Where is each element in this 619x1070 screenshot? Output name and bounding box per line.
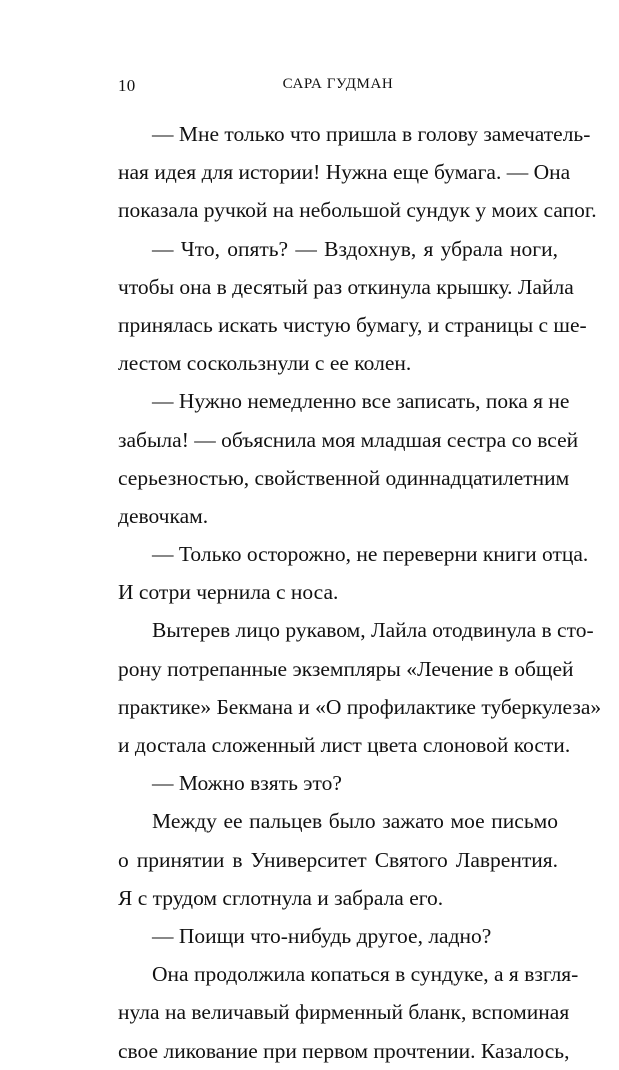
text-line: о принятии в Университет Святого Лаврентия. bbox=[118, 847, 558, 872]
text-line: чтобы она в десятый раз откинула крышку. Лайла bbox=[118, 274, 574, 299]
text-line: девочкам. bbox=[118, 503, 209, 528]
text-line: принялась искать чистую бумагу, и страницы с ше- bbox=[118, 312, 587, 337]
page-number: 10 bbox=[118, 76, 136, 95]
text-line: Я с трудом сглотнула и забрала его. bbox=[118, 885, 444, 910]
text-line: И сотри чернила с носа. bbox=[118, 580, 339, 605]
text-line: и достала сложенный лист цвета слоновой кости. bbox=[118, 733, 571, 757]
text-line: нула на величавый фирменный бланк, вспоминая bbox=[118, 1000, 570, 1025]
text-line: серьезностью, свойственной одиннадцатилетним bbox=[118, 465, 570, 490]
text-line: ная идея для истории! Нужна еще бумага. — Она bbox=[118, 160, 571, 185]
text-line: — Поищи что-нибудь другое, ладно? bbox=[152, 923, 492, 948]
text-line: Вытерев лицо рукавом, Лайла отодвинула в сто- bbox=[152, 618, 594, 643]
text-line: рону потрепанные экземпляры «Лечение в общей bbox=[118, 656, 574, 681]
text-line: — Только осторожно, не переверни книги отца. bbox=[152, 542, 589, 567]
text-line: — Мне только что пришла в голову замечатель- bbox=[152, 122, 591, 146]
text-line: Между ее пальцев было зажато мое письмо bbox=[152, 809, 558, 834]
text-line: Она продолжила копаться в сундуке, а я взгля- bbox=[152, 962, 579, 987]
text-line: забыла! — объяснила моя младшая сестра со всей bbox=[118, 427, 579, 452]
body-text bbox=[118, 115, 602, 1070]
text-line: показала ручкой на небольшой сундук у моих сапог. bbox=[118, 198, 597, 223]
text-line: практике» Бекмана и «О профилактике туберкулеза» bbox=[118, 694, 602, 719]
text-line: — Нужно немедленно все записать, пока я не bbox=[152, 389, 570, 414]
text-line: свое ликование при первом прочтении. Казалось, bbox=[118, 1038, 570, 1063]
text-line: — Можно взять это? bbox=[152, 771, 342, 796]
page-header bbox=[118, 76, 558, 100]
text-line: — Что, опять? — Вздохнув, я убрала ноги, bbox=[152, 236, 558, 261]
running-title: САРА ГУДМАН bbox=[282, 76, 394, 92]
text-line: лестом соскользнули с ее колен. bbox=[118, 351, 412, 376]
